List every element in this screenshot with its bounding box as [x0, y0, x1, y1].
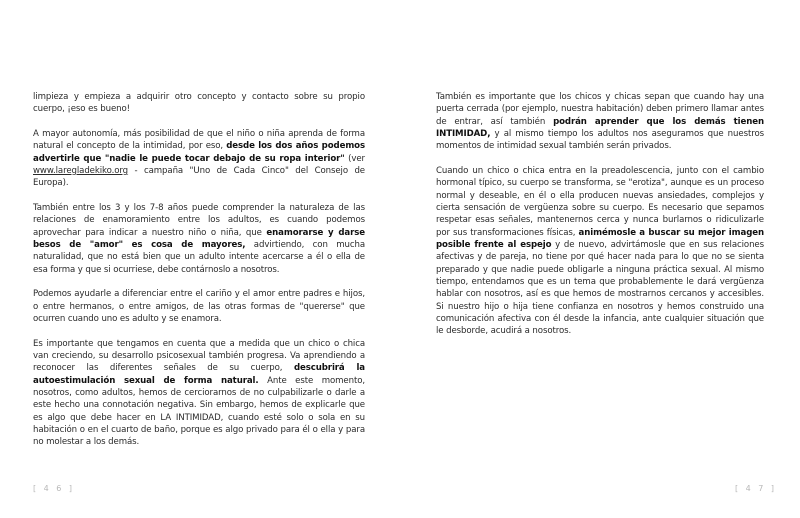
body-text: Cuando un chico o chica entra en la preadolescencia, junto con el cambio hormonal típico, su cuerpo se transforma, se "erotiza", aunque es un proceso normal y deseable, en él o ella producen nuevas ansiedades, complejos y cierta sensación de vergüenza sobre su cuerpo. Es necesario que sepamos respetar esas señales, mantenernos cerca y nunca burlarnos o ridiculizarle por sus transformaciones físicas, — [436, 166, 764, 238]
body-text: Es importante que tengamos en cuenta que a medida que un chico o chica van creciendo, su desarrollo psicosexual también progresa. Va aprendiendo a reconocer las diferentes señales de su cuerpo, — [33, 338, 365, 374]
right-text-column — [436, 91, 764, 350]
body-text: advirtiendo, con mucha naturalidad, que no está bien que un adulto intente acercarse a él o ella de esa forma y que si ocurriese, debe contárnoslo a nosotros. — [33, 240, 365, 275]
left-page-number: [ 4 6 ] — [33, 484, 75, 493]
body-text: A mayor autonomía, más posibilidad de que el niño o niña aprenda de forma natural el concepto de la intimidad, por eso, — [33, 128, 365, 152]
left-text-column — [33, 91, 365, 461]
body-text: Podemos ayudarle a diferenciar entre el cariño y el amor entre padres e hijos, o entre hermanos, o entre amigos, de las otras formas de "quererse" que ocurren cuando uno es adulto y se enamora. — [33, 289, 365, 325]
paragraph — [436, 91, 764, 153]
bold-text: enamorarse y darse besos de "amor" es cosa de mayores, — [33, 227, 365, 251]
paragraph — [33, 202, 365, 276]
paragraph — [436, 165, 764, 338]
body-text: y al mismo tiempo los adultos nos aseguramos que nuestros momentos de intimidad sexual también serán privados. — [436, 129, 764, 152]
bold-text: desde los dos años podemos advertirle que "nadie le puede tocar debajo de su ropa interior" — [33, 141, 365, 164]
body-text: - campaña "Uno de Cada Cinco" del Consejo de Europa). — [33, 166, 365, 189]
paragraph — [33, 338, 365, 449]
bold-text: animémosle a buscar su mejor imagen posible frente al espejo — [436, 227, 764, 251]
body-text: y de nuevo, advirtámosle que en sus relaciones afectivas y de pareja, no tiene por qué hacer nada para lo que no se sienta preparado y que nadie puede obligarle a ninguna práctica sexual. Al mismo tiempo, entendamos que es un tema que probablemente le dará vergüenza hablar con nosotros, así es que hemos de mostrarnos cercanos y accesibles. Si nuestro hijo o hija tiene confianza en nosotros y hemos construido una comunicación afectiva con él desde la infancia, ante cualquier situación que le desborde, acudirá a nosotros. — [436, 240, 764, 337]
right-page-number: [ 4 7 ] — [735, 484, 777, 493]
paragraph — [33, 91, 365, 116]
body-text: También es importante que los chicos y chicas sepan que cuando hay una puerta cerrada (por ejemplo, nuestra habitación) deben primero llamar antes de entrar, así también — [436, 92, 764, 127]
paragraph — [33, 128, 365, 190]
link-text[interactable]: www.laregladekiko.org — [33, 166, 129, 177]
body-text: limpieza y empieza a adquirir otro concepto y contacto sobre su propio cuerpo, ¡eso es bueno! — [33, 92, 365, 115]
body-text: (ver — [344, 153, 365, 164]
bold-text: descubrirá la autoestimulación sexual de forma natural. — [33, 363, 365, 386]
right-page — [400, 0, 800, 518]
paragraph — [33, 288, 365, 325]
body-text: Ante este momento, nosotros, como adultos, hemos de cerciorarnos de no culpabilizarle o darle a este hecho una connotación negativa. Sin embargo, hemos de explicarle que es algo que debe hacer en LA INTIMIDAD, cuando esté solo o sola en su habitación o en el cuarto de baño, porque es algo privado para él o ella y para no molestar a los demás. — [33, 375, 365, 448]
bold-text: podrán aprender que los demás tienen INTIMIDAD, — [436, 116, 764, 140]
body-text: También entre los 3 y los 7-8 años puede comprender la naturaleza de las relaciones de enamoramiento entre los adultos, es cuando podemos aprovechar para indicar a nuestro niño o niña, que — [33, 203, 365, 238]
